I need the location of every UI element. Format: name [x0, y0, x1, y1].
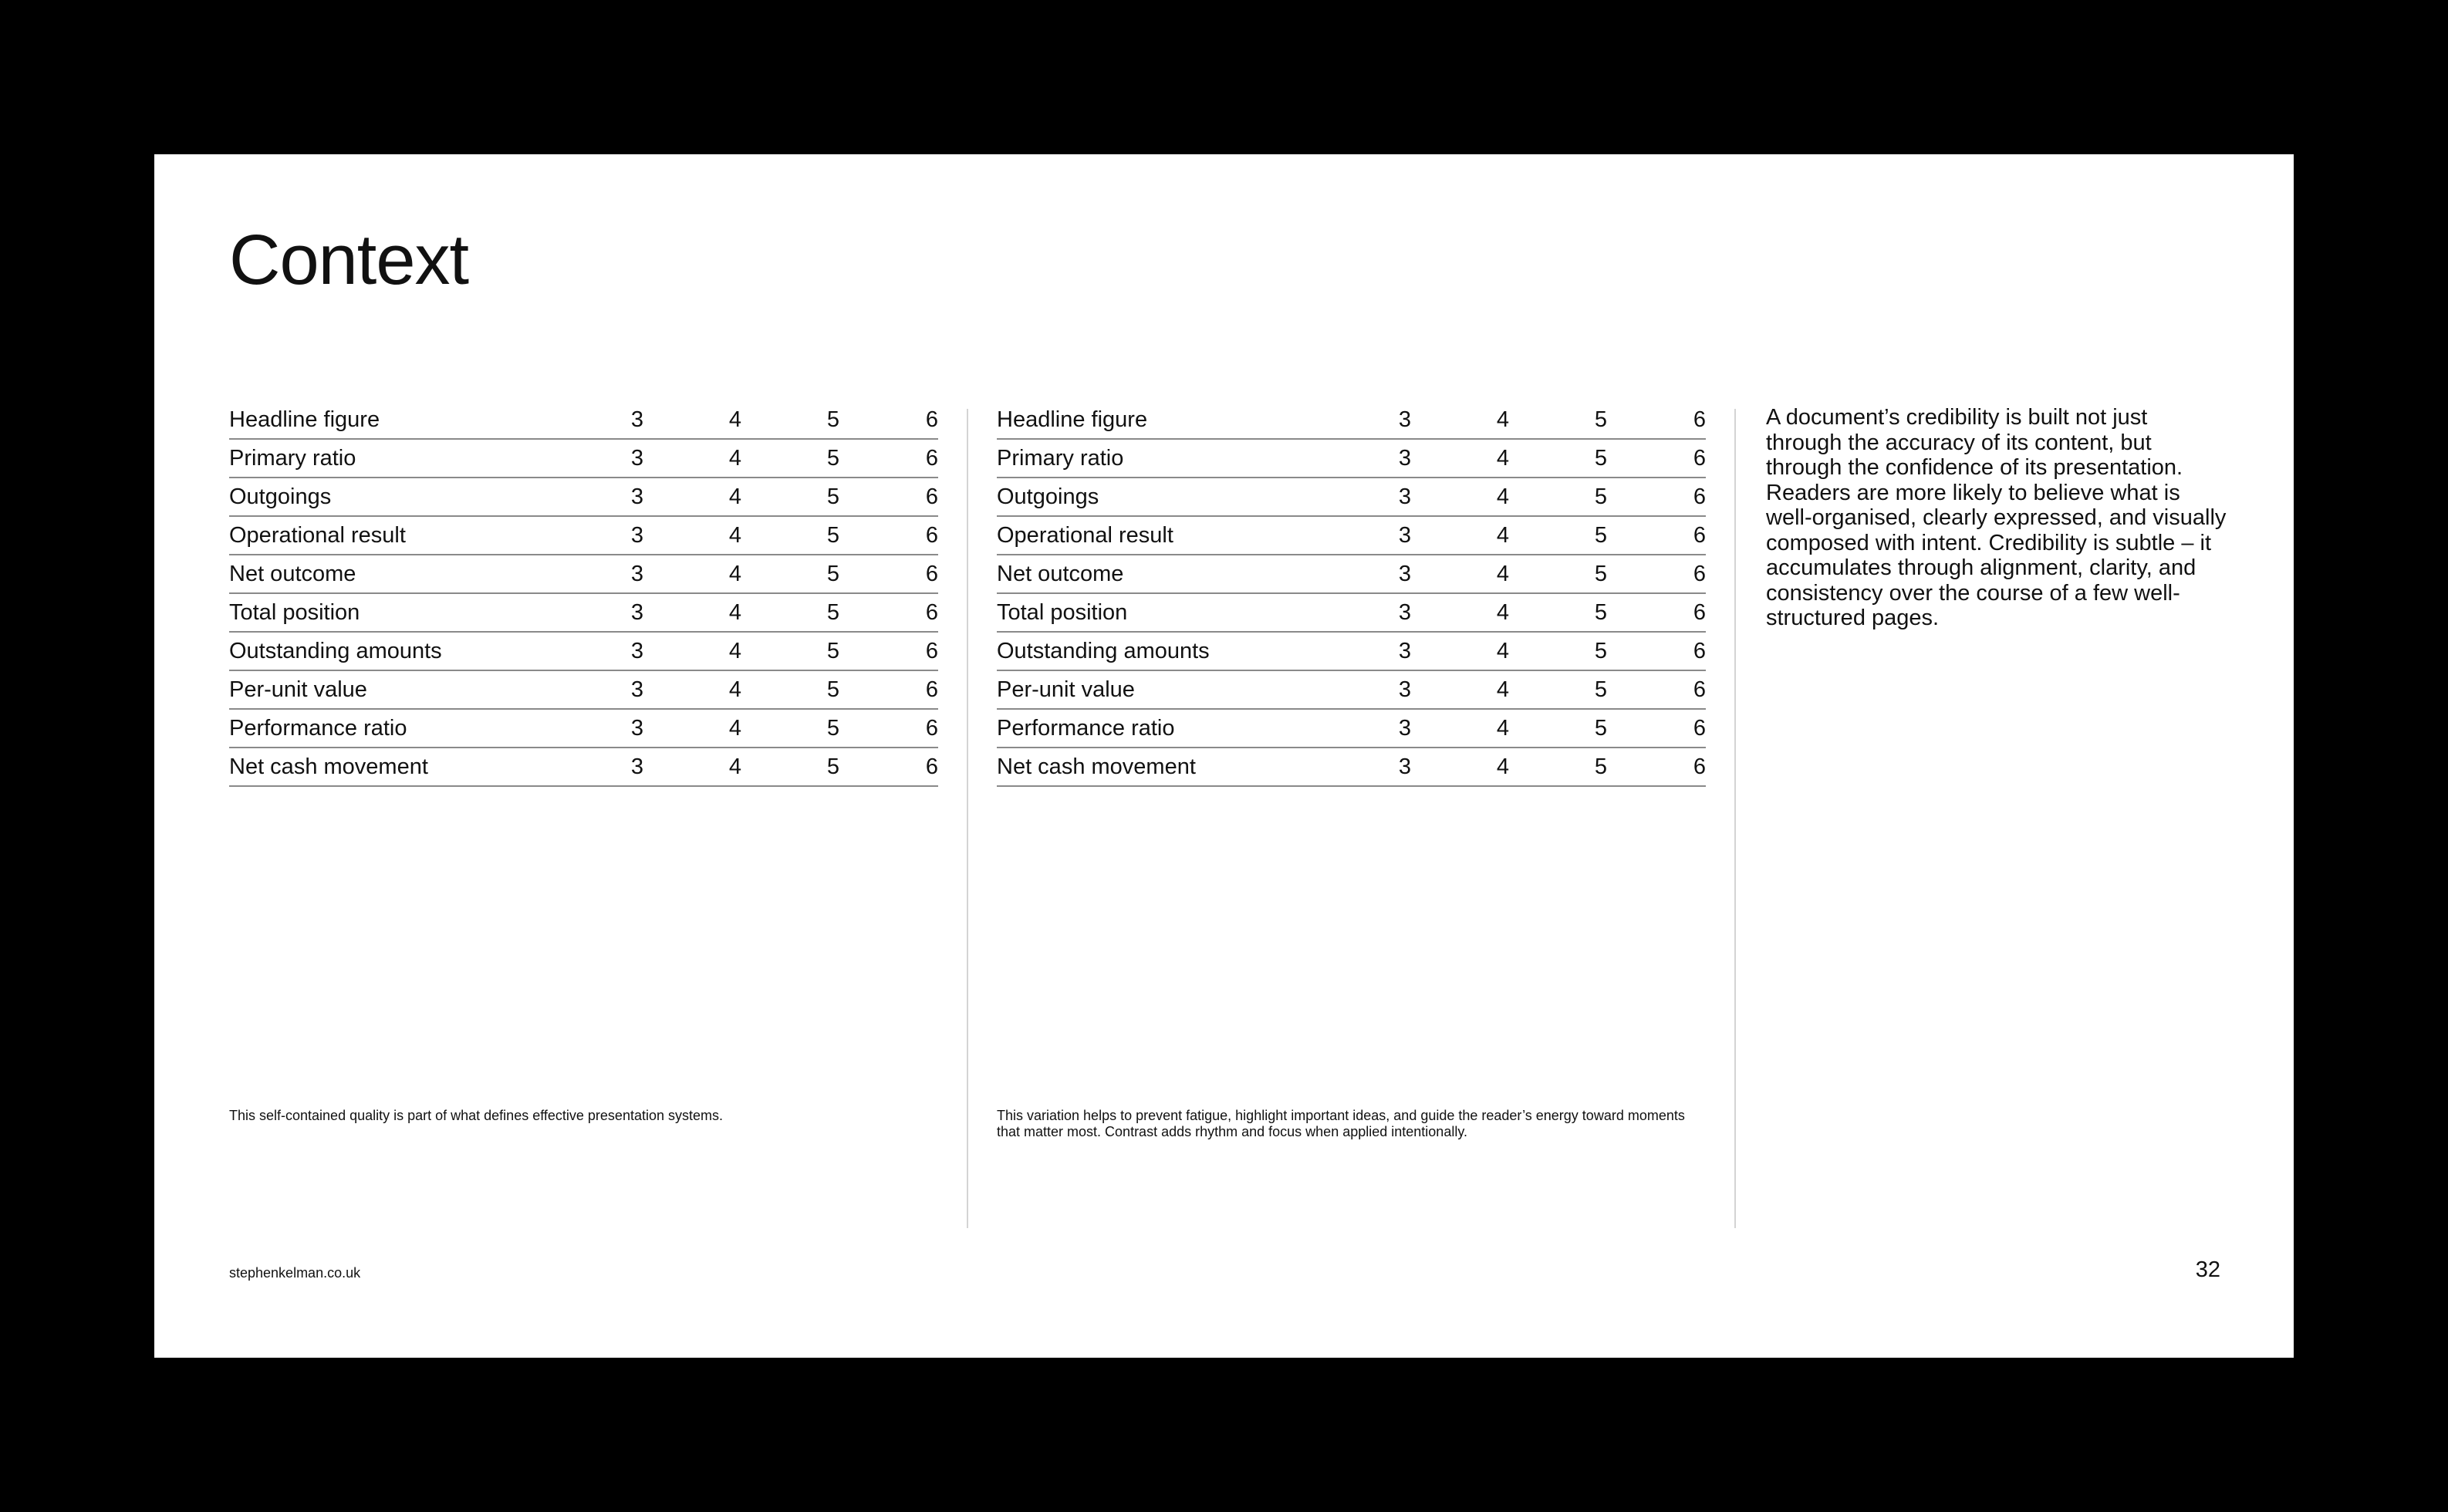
row-label: Total position — [997, 593, 1313, 632]
cell-value: 6 — [1607, 748, 1706, 786]
cell-value: 3 — [1313, 478, 1411, 516]
cell-value: 5 — [741, 478, 839, 516]
row-label: Primary ratio — [229, 439, 545, 478]
cell-value: 5 — [1509, 439, 1607, 478]
cell-value: 6 — [839, 632, 938, 670]
cell-value: 4 — [1411, 439, 1509, 478]
footer-url: stephenkelman.co.uk — [229, 1265, 361, 1281]
cell-value: 4 — [1411, 401, 1509, 439]
row-label: Outgoings — [229, 478, 545, 516]
cell-value: 6 — [839, 478, 938, 516]
table-row — [997, 709, 1706, 748]
table-row — [997, 439, 1706, 478]
cell-value: 4 — [1411, 478, 1509, 516]
table-row — [229, 632, 938, 670]
table-row — [229, 748, 938, 786]
cell-value: 5 — [1509, 401, 1607, 439]
cell-value: 5 — [741, 748, 839, 786]
row-label: Outstanding amounts — [229, 632, 545, 670]
table-row — [229, 478, 938, 516]
cell-value: 4 — [643, 709, 741, 748]
cell-value: 5 — [1509, 670, 1607, 709]
cell-value: 5 — [1509, 478, 1607, 516]
cell-value: 3 — [545, 478, 643, 516]
data-table-middle — [997, 401, 1706, 787]
table-row — [229, 555, 938, 593]
cell-value: 3 — [545, 516, 643, 555]
cell-value: 6 — [839, 401, 938, 439]
cell-value: 3 — [545, 555, 643, 593]
data-table-left — [229, 401, 938, 787]
table-column-middle — [997, 401, 1706, 787]
row-label: Headline figure — [997, 401, 1313, 439]
page-title: Context — [229, 221, 469, 299]
cell-value: 5 — [741, 439, 839, 478]
cell-value: 3 — [1313, 709, 1411, 748]
table-row — [229, 709, 938, 748]
row-label: Outgoings — [997, 478, 1313, 516]
cell-value: 4 — [643, 748, 741, 786]
cell-value: 3 — [545, 401, 643, 439]
table-row — [997, 632, 1706, 670]
cell-value: 3 — [1313, 439, 1411, 478]
cell-value: 6 — [839, 439, 938, 478]
cell-value: 5 — [741, 670, 839, 709]
cell-value: 4 — [1411, 709, 1509, 748]
table-column-left — [229, 401, 938, 787]
slide — [154, 154, 2294, 1358]
row-label: Net cash movement — [997, 748, 1313, 786]
row-label: Per-unit value — [229, 670, 545, 709]
cell-value: 5 — [1509, 709, 1607, 748]
table-row — [229, 593, 938, 632]
page-number: 32 — [2195, 1257, 2220, 1282]
cell-value: 6 — [839, 516, 938, 555]
cell-value: 5 — [741, 516, 839, 555]
cell-value: 4 — [643, 555, 741, 593]
cell-value: 3 — [1313, 670, 1411, 709]
table-row — [997, 478, 1706, 516]
cell-value: 4 — [643, 401, 741, 439]
cell-value: 5 — [741, 593, 839, 632]
cell-value: 4 — [1411, 555, 1509, 593]
cell-value: 6 — [1607, 593, 1706, 632]
column-divider — [967, 409, 968, 1228]
row-label: Performance ratio — [229, 709, 545, 748]
table-row — [229, 516, 938, 555]
table-row — [997, 593, 1706, 632]
cell-value: 5 — [741, 401, 839, 439]
cell-value: 3 — [545, 670, 643, 709]
cell-value: 5 — [1509, 748, 1607, 786]
table-row — [229, 401, 938, 439]
cell-value: 3 — [545, 439, 643, 478]
table-row — [997, 401, 1706, 439]
cell-value: 4 — [643, 632, 741, 670]
cell-value: 4 — [1411, 632, 1509, 670]
cell-value: 5 — [1509, 555, 1607, 593]
row-label: Headline figure — [229, 401, 545, 439]
table-row — [997, 670, 1706, 709]
row-label: Net outcome — [997, 555, 1313, 593]
cell-value: 6 — [839, 748, 938, 786]
column-divider — [1734, 409, 1736, 1228]
table-row — [997, 555, 1706, 593]
cell-value: 5 — [741, 709, 839, 748]
row-label: Primary ratio — [997, 439, 1313, 478]
cell-value: 4 — [643, 670, 741, 709]
cell-value: 3 — [1313, 401, 1411, 439]
cell-value: 6 — [839, 593, 938, 632]
cell-value: 6 — [1607, 670, 1706, 709]
footnote-middle: This variation helps to prevent fatigue, highlight important ideas, and guide the reader’s energy toward moments that matter most. Contrast adds rhythm and focus when applied intentionally. — [997, 1108, 1685, 1139]
cell-value: 5 — [741, 555, 839, 593]
cell-value: 6 — [1607, 439, 1706, 478]
cell-value: 3 — [1313, 516, 1411, 555]
row-label: Operational result — [997, 516, 1313, 555]
cell-value: 6 — [839, 555, 938, 593]
table-row — [997, 516, 1706, 555]
cell-value: 6 — [839, 709, 938, 748]
table-row — [997, 748, 1706, 786]
cell-value: 3 — [1313, 555, 1411, 593]
row-label: Outstanding amounts — [997, 632, 1313, 670]
row-label: Net cash movement — [229, 748, 545, 786]
cell-value: 6 — [1607, 555, 1706, 593]
cell-value: 4 — [1411, 593, 1509, 632]
cell-value: 6 — [1607, 632, 1706, 670]
cell-value: 4 — [643, 439, 741, 478]
cell-value: 3 — [545, 709, 643, 748]
cell-value: 5 — [1509, 593, 1607, 632]
row-label: Operational result — [229, 516, 545, 555]
cell-value: 6 — [1607, 401, 1706, 439]
body-paragraph: A document’s credibility is built not just through the accuracy of its content, but through the confidence of its presentation. Readers are more likely to believe what is well-organised, clearly expressed, and visually composed with intent. Credibility is subtle – it accumulates through alignment, clarity, and consistency over the course of a few well-structured pages. — [1766, 405, 2227, 630]
cell-value: 4 — [643, 478, 741, 516]
cell-value: 4 — [643, 516, 741, 555]
cell-value: 3 — [545, 593, 643, 632]
table-row — [229, 670, 938, 709]
footnote-left: This self-contained quality is part of what defines effective presentation systems. — [229, 1108, 723, 1123]
cell-value: 3 — [1313, 593, 1411, 632]
cell-value: 3 — [545, 632, 643, 670]
cell-value: 4 — [1411, 748, 1509, 786]
cell-value: 4 — [1411, 516, 1509, 555]
cell-value: 6 — [839, 670, 938, 709]
cell-value: 5 — [741, 632, 839, 670]
row-label: Performance ratio — [997, 709, 1313, 748]
row-label: Total position — [229, 593, 545, 632]
cell-value: 3 — [1313, 748, 1411, 786]
cell-value: 3 — [1313, 632, 1411, 670]
cell-value: 4 — [643, 593, 741, 632]
table-row — [229, 439, 938, 478]
cell-value: 6 — [1607, 478, 1706, 516]
cell-value: 6 — [1607, 709, 1706, 748]
row-label: Net outcome — [229, 555, 545, 593]
row-label: Per-unit value — [997, 670, 1313, 709]
cell-value: 4 — [1411, 670, 1509, 709]
cell-value: 6 — [1607, 516, 1706, 555]
cell-value: 5 — [1509, 632, 1607, 670]
cell-value: 5 — [1509, 516, 1607, 555]
cell-value: 3 — [545, 748, 643, 786]
